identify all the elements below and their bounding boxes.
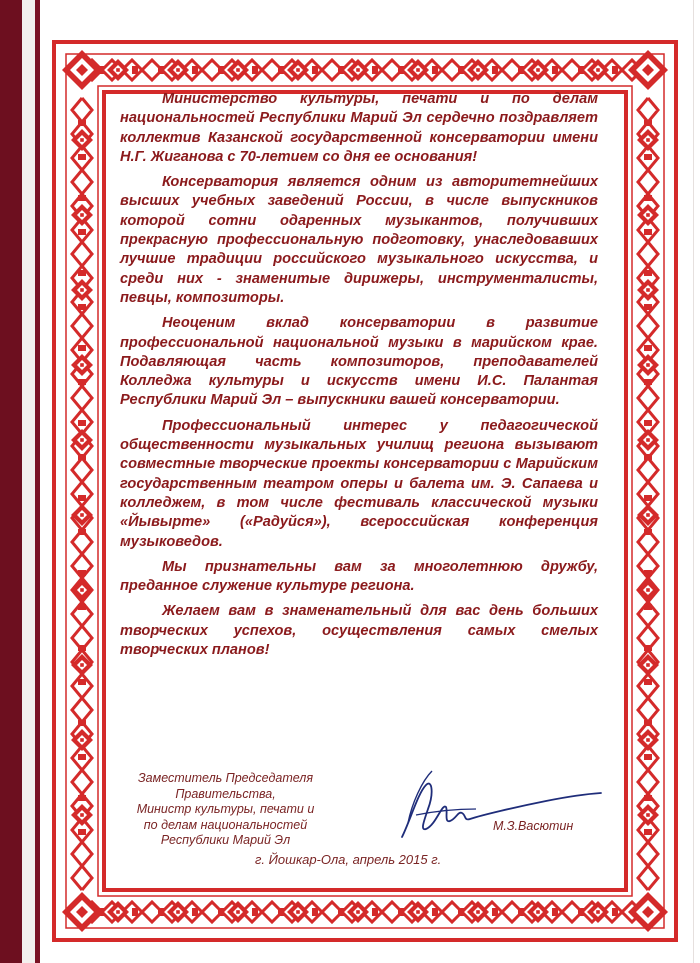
- signatory-title-line: по делам национальностей: [143, 817, 308, 832]
- border-right-band: [637, 98, 659, 890]
- paragraph: Министерство культуры, печати и по делам национальностей Республики Марий Эл сердечно поздравляет коллектив Казанской государственной консерватории имени Н.Г. Жиганова с 70-летием со дня ее основания!: [120, 91, 598, 165]
- corner-ornament-bottom-right: [628, 892, 668, 932]
- paragraph: Консерватория является одним из авторитетнейших высших учебных заведений России, в числе выпускников которой сотни одаренных музыкантов, получивших прекрасную профессиональную подготовку, унаследовавших лучшие традиции российского музыкального искусства, и среди них - знаменитые дирижеры, инструменталисты, певцы, композиторы.: [120, 174, 598, 306]
- letter-body: [120, 90, 598, 666]
- border-top-band: [82, 59, 642, 81]
- paragraph: Неоценим вклад консерватории в развитие профессиональной национальной музыки в марийском крае. Подавляющая часть композиторов, преподавателей Колледжа культуры и искусств имени И.С. Палантая Республики Марий Эл – выпускники вашей консерватории.: [120, 315, 598, 409]
- border-left-band: [71, 98, 93, 890]
- border-bottom-band: [82, 901, 642, 923]
- signatory-title-line: Министр культуры, печати и: [136, 802, 315, 817]
- corner-ornament-top-left: [62, 50, 102, 90]
- signatory-title-line: Республики Марий Эл: [160, 833, 291, 848]
- paragraph: Профессиональный интерес у педагогической общественности музыкальных училищ региона вызывают совместные творческие проекты консерватории с Марийским государственным театром оперы и балета им. Э. Сапаева и колледжем, в том числе фестиваль классической музыки «Йывырте» («Радуйся»), всероссийская конференция музыковедов.: [120, 417, 598, 550]
- place-and-date: г. Йошкар-Ола, апрель 2015 г.: [255, 852, 442, 867]
- paragraph: Желаем вам в знаменательный для вас день больших творческих успехов, осуществления самых смелых творческих планов!: [120, 603, 598, 659]
- corner-ornament-top-right: [628, 50, 668, 90]
- signatory-title-line: Заместитель Председателя Правительства,: [138, 771, 313, 801]
- signatory-name: М.З.Васютин: [493, 819, 574, 833]
- signatory-title: [98, 771, 353, 849]
- corner-ornament-bottom-left: [62, 892, 102, 932]
- paragraph: Мы признательны вам за многолетнюю дружбу, преданное служение культуре региона.: [120, 558, 598, 595]
